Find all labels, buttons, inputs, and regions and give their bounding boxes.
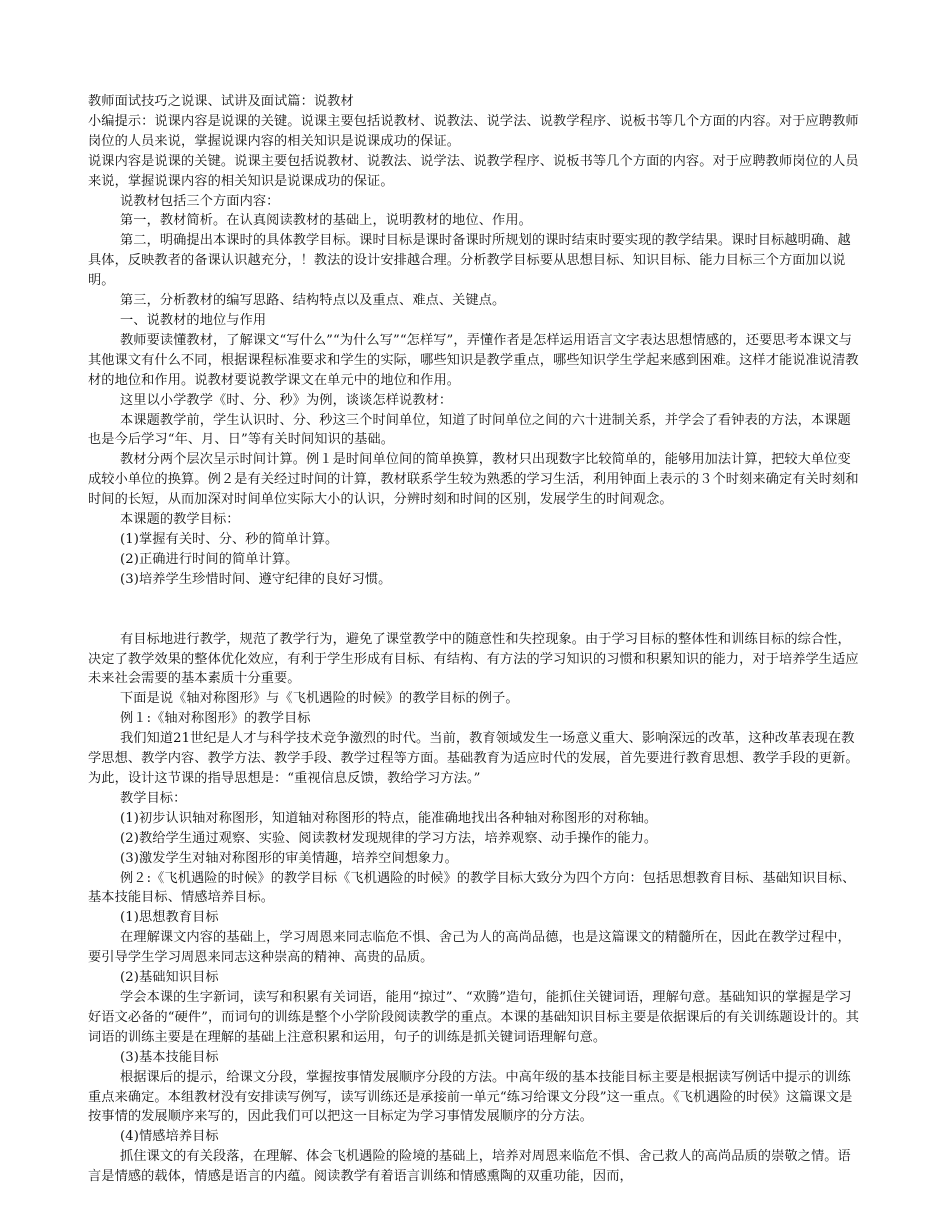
list-item: (3)培养学生珍惜时间、遵守纪律的良好习惯。 <box>120 571 392 587</box>
paragraph: 我们知道21世纪是人才与科学技术竞争激烈的时代。当前，教育领域发生一场意义重大、影响深远的改革，这种改革表现在教学思想、教学内容、教学方法、教学手段、教学过程等方面。基础教育为适应时代的发展，首先要进行教育思想、教学手段的更新。为此，设计这节课的指导思想是：“重视信息反馈，教给学习方法。” <box>88 731 859 786</box>
paragraph: 第二，明确提出本课时的具体教学目标。课时目标是课时备课时所规划的课时结束时要实现的教学结果。课时目标越明确、越具体，反映教者的备课认识越充分，！教法的设计安排越合理。分析教学目标要从思想目标、知识目标、能力目标三个方面加以说明。 <box>88 233 851 289</box>
paragraph: 下面是说《轴对称图形》与《飞机遇险的时候》的教学目标的例子。 <box>120 691 519 707</box>
paragraph: 教师要读懂教材，了解课文“写什么”“为什么写”“怎样写”，弄懂作者是怎样运用语言文字表达思想情感的，还要思考本课文与其他课文有什么不同，根据课程标准要求和学生的实际，哪些知识是教学重点，哪些知识学生学起来感到困难。这样才能说准说清教材的地位和作用。说教材要说教学课文在单元中的地位和作用。 <box>88 332 859 388</box>
list-item: (2)正确进行时间的简单计算。 <box>120 551 299 567</box>
editor-note: 小编提示：说课内容是说课的关键。说课主要包括说教材、说教法、说学法、说教学程序、说板书等几个方面的内容。对于应聘教师岗位的人员来说，掌握说课内容的相关知识是说课成功的保证。 <box>88 113 859 149</box>
subheading: (1)思想教育目标 <box>120 910 219 926</box>
paragraph: 教学目标： <box>120 790 187 806</box>
paragraph: 本课题的教学目标： <box>120 512 240 528</box>
document-page <box>88 92 860 1187</box>
paragraph: 根据课后的提示，给课文分段，掌握按事情发展顺序分段的方法。中高年级的基本技能目标主要是根据读写例话中提示的训练重点来确定。本组教材没有安排读写例写，读写训练还是承接前一单元“练习给课文分段”这一重点。《飞机遇险的时侯》这篇课文是按事情的发展顺序来写的，因此我们可以把这一目标定为学习事情发展顺序的分方法。 <box>88 1069 853 1125</box>
paragraph: 本课题教学前，学生认识时、分、秒这三个时间单位，知道了时间单位之间的六十进制关系，并学会了看钟表的方法，本课题也是今后学习“年、月、日”等有关时间知识的基础。 <box>88 412 851 448</box>
paragraph: 教材分两个层次呈示时间计算。例１是时间单位间的简单换算，教材只出现数字比较简单的，能够用加法计算，把较大单位变成较小单位的换算。例２是有关经过时间的计算，教材联系学生较为熟悉的学习生活，利用钟面上表示的３个时刻来确定有关时刻和时间的长短，从而加深对时间单位实际大小的认识，分辨时刻和时间的区别，发展学生的时间观念。 <box>88 452 859 508</box>
paragraph: 在理解课文内容的基础上，学习周恩来同志临危不惧、舍己为人的高尚品德，也是这篇课文的精髓所在，因此在教学过程中，要引导学生学习周恩来同志这种崇高的精神、高贵的品质。 <box>88 930 851 966</box>
paragraph: 抓住课文的有关段落，在理解、体会飞机遇险的险境的基础上，培养对周恩来临危不惧、舍己救人的高尚品质的崇敬之情。语言是情感的载体，情感是语言的内蕴。阅读教学有着语言训练和情感熏陶的双重功能，因而， <box>88 1149 851 1185</box>
section-heading: 一、说教材的地位与作用 <box>120 312 267 328</box>
subheading: (4)情感培养目标 <box>120 1129 219 1145</box>
paragraph: 这里以小学教学《时、分、秒》为例，谈谈怎样说教材： <box>120 392 453 408</box>
paragraph: 说教材包括三个方面内容： <box>120 193 280 209</box>
blank-gap <box>88 590 860 630</box>
paragraph: 第三，分析教材的编写思路、结构特点以及重点、难点、关键点。 <box>120 293 506 309</box>
list-item: (2)教给学生通过观察、实验、阅读教材发现规律的学习方法，培养观察、动手操作的能力。 <box>120 830 658 846</box>
subheading: (3)基本技能目标 <box>120 1049 219 1065</box>
example-heading: 例２:《飞机遇险的时候》的教学目标《飞机遇险的时候》的教学目标大致分为四个方向：包括思想教育目标、基础知识目标、基本技能目标、情感培养目标。 <box>88 870 856 906</box>
paragraph: 有目标地进行教学，规范了教学行为，避免了课堂教学中的随意性和失控现象。由于学习目标的整体性和训练目标的综合性，决定了教学效果的整体优化效应，有利于学生形成有目标、有结构、有方法的学习知识的习惯和积累知识的能力，对于培养学生适应未来社会需要的基本素质十分重要。 <box>88 631 859 687</box>
paragraph: 第一，教材简析。在认真阅读教材的基础上，说明教材的地位、作用。 <box>120 213 532 229</box>
example-heading: 例１:《轴对称图形》的教学目标 <box>120 711 311 727</box>
intro-paragraph: 说课内容是说课的关键。说课主要包括说教材、说教法、说学法、说教学程序、说板书等几个方面的内容。对于应聘教师岗位的人员来说，掌握说课内容的相关知识是说课成功的保证。 <box>88 153 859 189</box>
list-item: (3)激发学生对轴对称图形的审美情趣，培养空间想象力。 <box>120 850 458 866</box>
list-item: (1)初步认识轴对称图形，知道轴对称图形的特点，能准确地找出各种轴对称图形的对称轴。 <box>120 810 658 826</box>
document-title: 教师面试技巧之说课、试讲及面试篇：说教材 <box>88 94 354 109</box>
list-item: (1)掌握有关时、分、秒的简单计算。 <box>120 531 339 547</box>
paragraph: 学会本课的生字新词，读写和积累有关词语，能用“掠过”、“欢腾”造句，能抓住关键词语，理解句意。基础知识的掌握是学习好语文必备的“硬件”，而词句的训练是整个小学阶段阅读教学的重点。本课的基础知识目标主要是依据课后的有关训练题设计的。其词语的训练主要是在理解的基础上注意积累和运用，句子的训练是抓关键词语理解句意。 <box>88 989 860 1045</box>
subheading: (2)基础知识目标 <box>120 970 219 986</box>
